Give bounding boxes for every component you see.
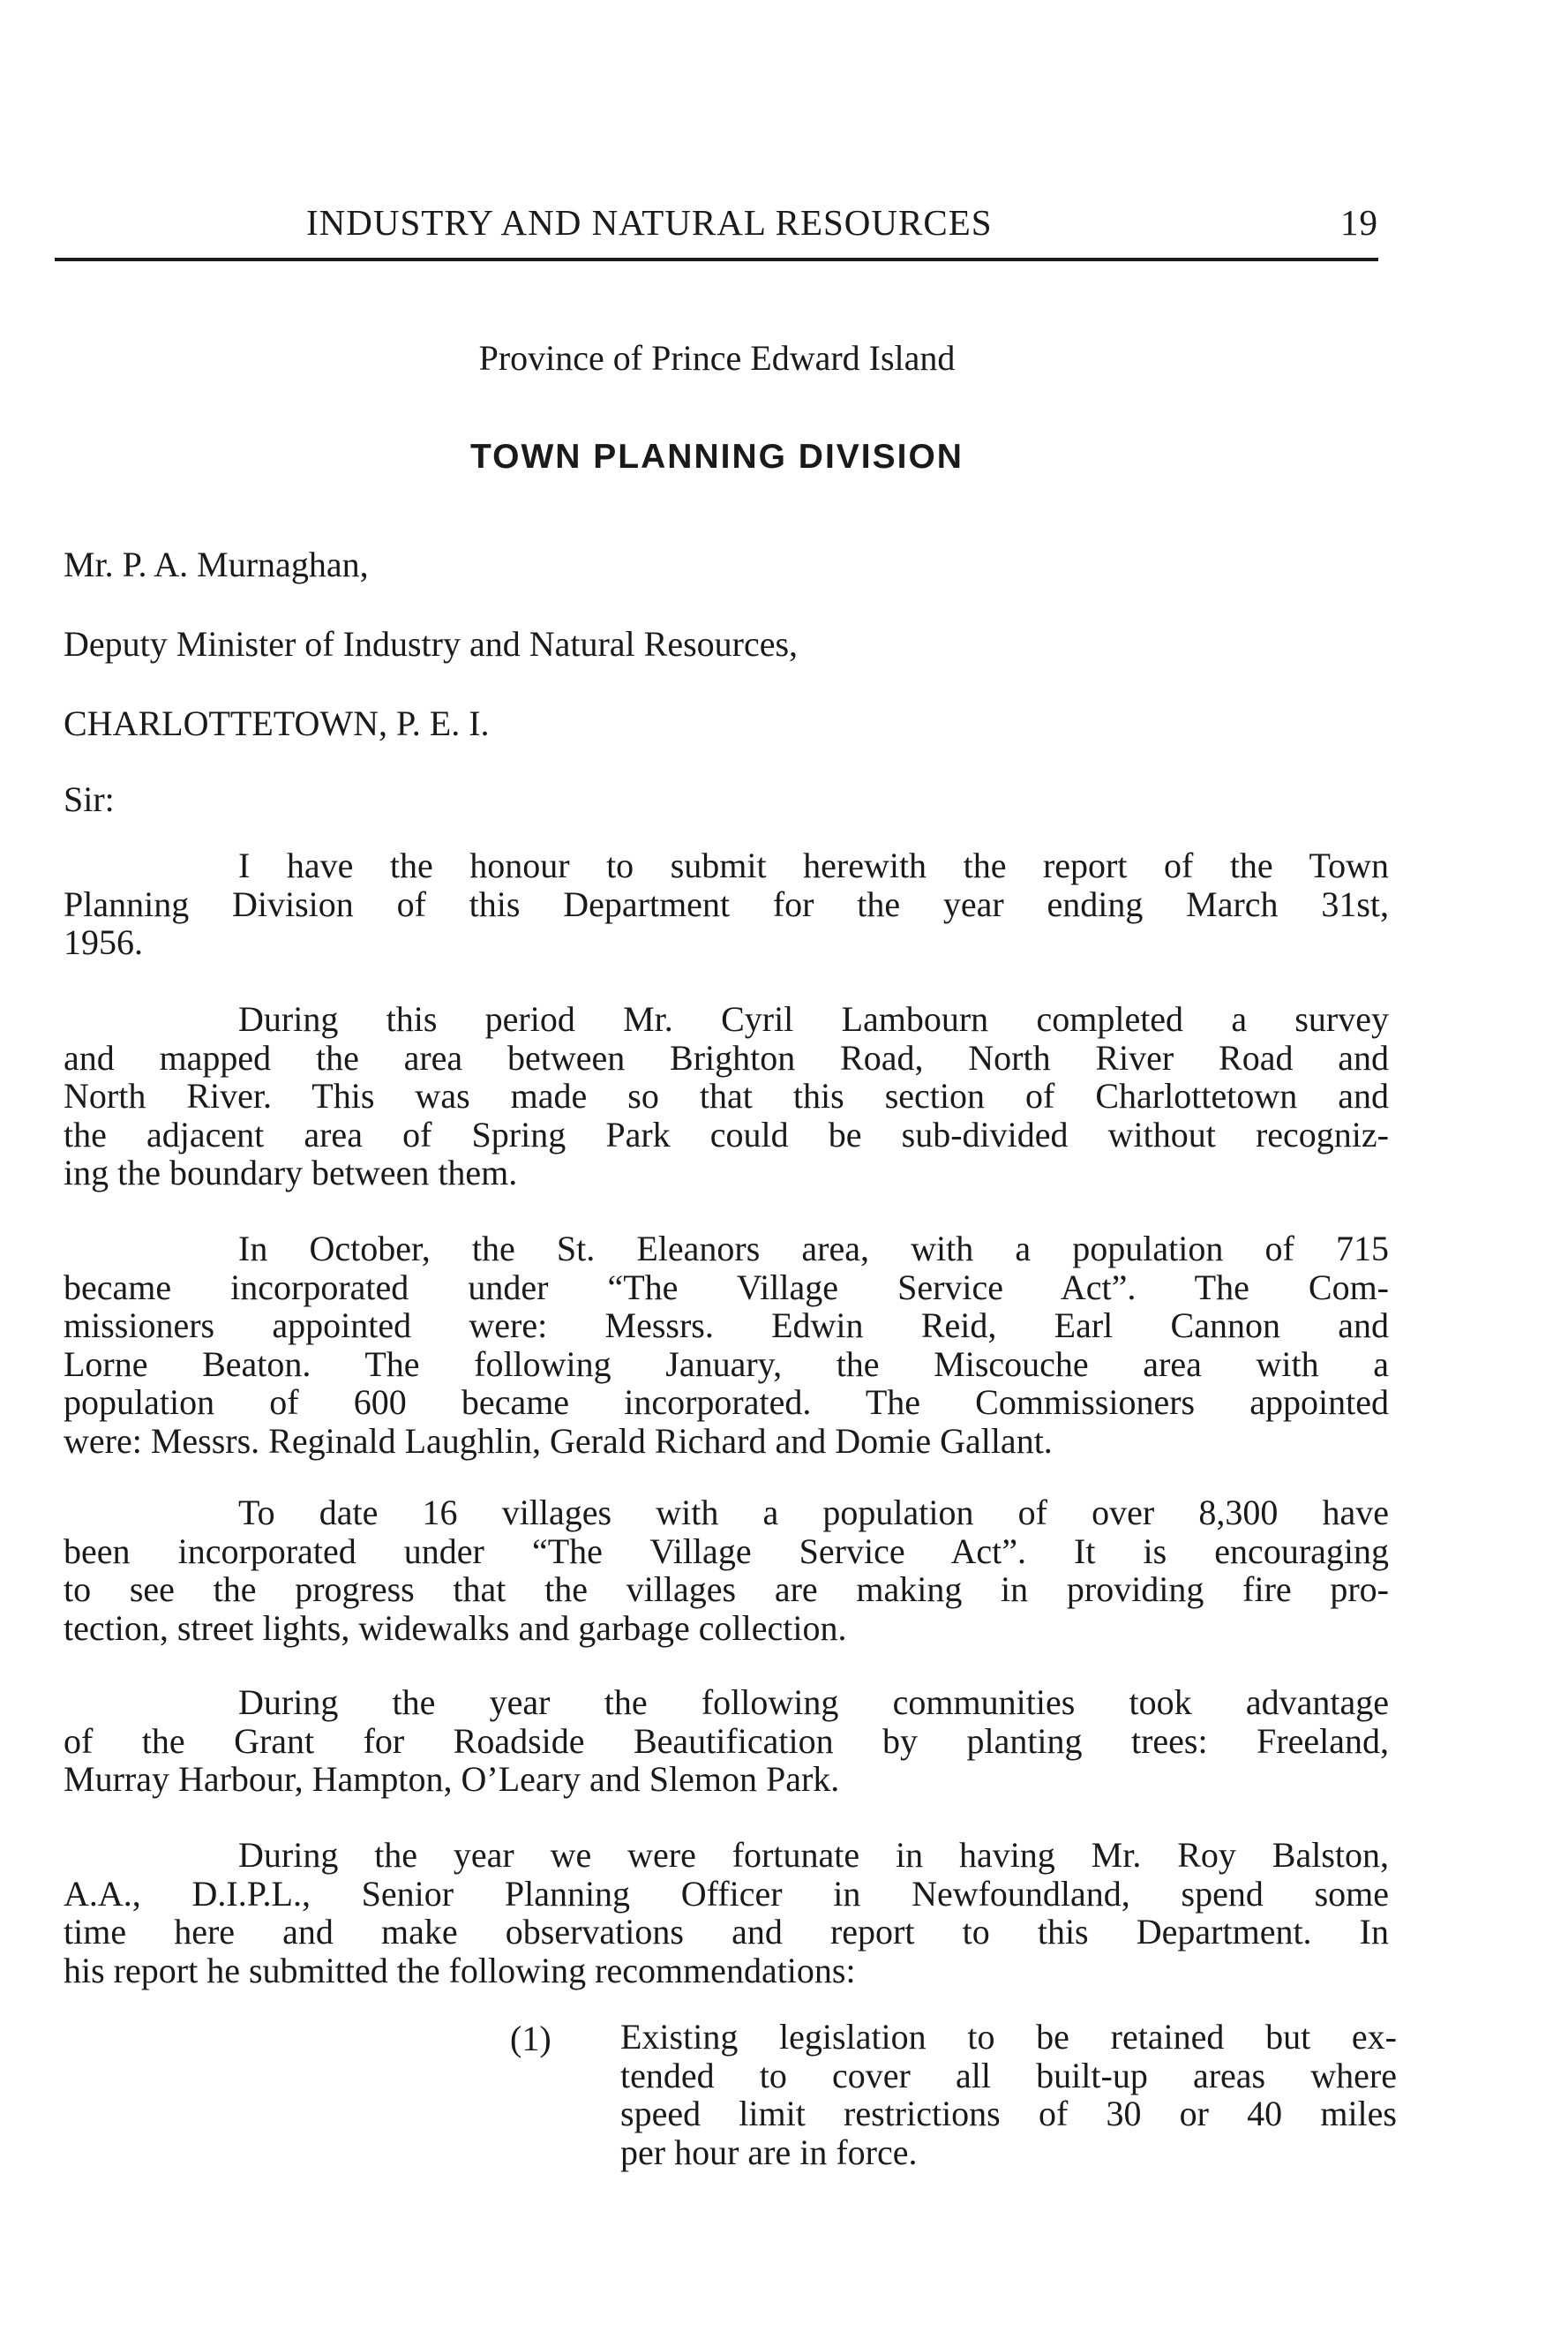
recommendation-line: per hour are in force. [620, 2132, 918, 2172]
paragraph [64, 1493, 1389, 1647]
paragraph-line: of the Grant for Roadside Beautification by planting trees: Freeland, [64, 1720, 1389, 1761]
paragraph-line: Lorne Beaton. The following January, the Miscouche area with a [64, 1343, 1389, 1384]
paragraph-line: Planning Division of this Department for the year ending March 31st, [64, 884, 1389, 924]
paragraph [64, 1230, 1389, 1460]
header-rule [55, 258, 1378, 261]
paragraph-line: population of 600 became incorporated. The Commissioners appointed [64, 1382, 1389, 1422]
paragraph [64, 846, 1389, 962]
paragraph-line: Murray Harbour, Hampton, O’Leary and Slemon Park. [64, 1759, 840, 1799]
recommendation-line: tended to cover all built-up areas where [620, 2055, 1397, 2095]
recommendation-text [620, 2018, 1397, 2171]
paragraph-line: During the year we were fortunate in having Mr. Roy Balston, [238, 1835, 1389, 1875]
province-heading: Province of Prince Edward Island [478, 338, 956, 378]
paragraph-line: In October, the St. Eleanors area, with a population of 715 [238, 1229, 1389, 1268]
paragraph-line: to see the progress that the villages are making in providing fire pro- [64, 1569, 1389, 1609]
paragraph-line: became incorporated under “The Village Service Act”. The Com- [64, 1267, 1389, 1307]
paragraph-line: During the year the following communities took advantage [238, 1682, 1389, 1722]
paragraph-line: tection, street lights, widewalks and garbage collection. [64, 1607, 847, 1648]
paragraph-line: been incorporated under “The Village Service Act”. It is encouraging [64, 1531, 1389, 1571]
paragraph-line: his report he submitted the following recommendations: [64, 1950, 856, 1990]
paragraph-line: A.A., D.I.P.L., Senior Planning Officer in Newfoundland, spend some [64, 1873, 1389, 1914]
paragraph-line: were: Messrs. Reginald Laughlin, Gerald Richard and Domie Gallant. [64, 1420, 1053, 1461]
paragraph-line: missioners appointed were: Messrs. Edwin Reid, Earl Cannon and [64, 1305, 1389, 1345]
paragraph-line: time here and make observations and report to this Department. In [64, 1912, 1389, 1952]
addressee-place: CHARLOTTETOWN, P. E. I. [64, 703, 490, 743]
recommendation-line: Existing legislation to be retained but ex- [620, 2017, 1397, 2057]
salutation: Sir: [64, 779, 115, 819]
division-title: TOWN PLANNING DIVISION [470, 438, 964, 476]
paragraph-line: During this period Mr. Cyril Lambourn completed a survey [238, 999, 1389, 1039]
addressee-name: Mr. P. A. Murnaghan, [64, 545, 369, 584]
running-title: INDUSTRY AND NATURAL RESOURCES [306, 202, 993, 243]
paragraph-line: To date 16 villages with a population of over 8,300 have [238, 1493, 1389, 1532]
paragraph [64, 1836, 1389, 1989]
running-header [55, 201, 1378, 251]
paragraph [64, 1683, 1389, 1799]
paragraph-line: and mapped the area between Brighton Road, North River Road and [64, 1037, 1389, 1078]
paragraph-line: North River. This was made so that this section of Charlottetown and [64, 1076, 1389, 1116]
page-number: 19 [1340, 202, 1378, 243]
paragraph-line: ing the boundary between them. [64, 1153, 518, 1192]
paragraph-line: 1956. [64, 922, 143, 962]
recommendation-number: (1) [510, 2019, 551, 2058]
recommendation-line: speed limit restrictions of 30 or 40 miles [620, 2094, 1397, 2133]
paragraph-line: I have the honour to submit herewith the report of the Town [238, 846, 1389, 885]
paragraph-line: the adjacent area of Spring Park could be sub-divided without recogniz- [64, 1114, 1389, 1154]
addressee-title: Deputy Minister of Industry and Natural Resources, [64, 624, 799, 664]
paragraph [64, 1000, 1389, 1192]
